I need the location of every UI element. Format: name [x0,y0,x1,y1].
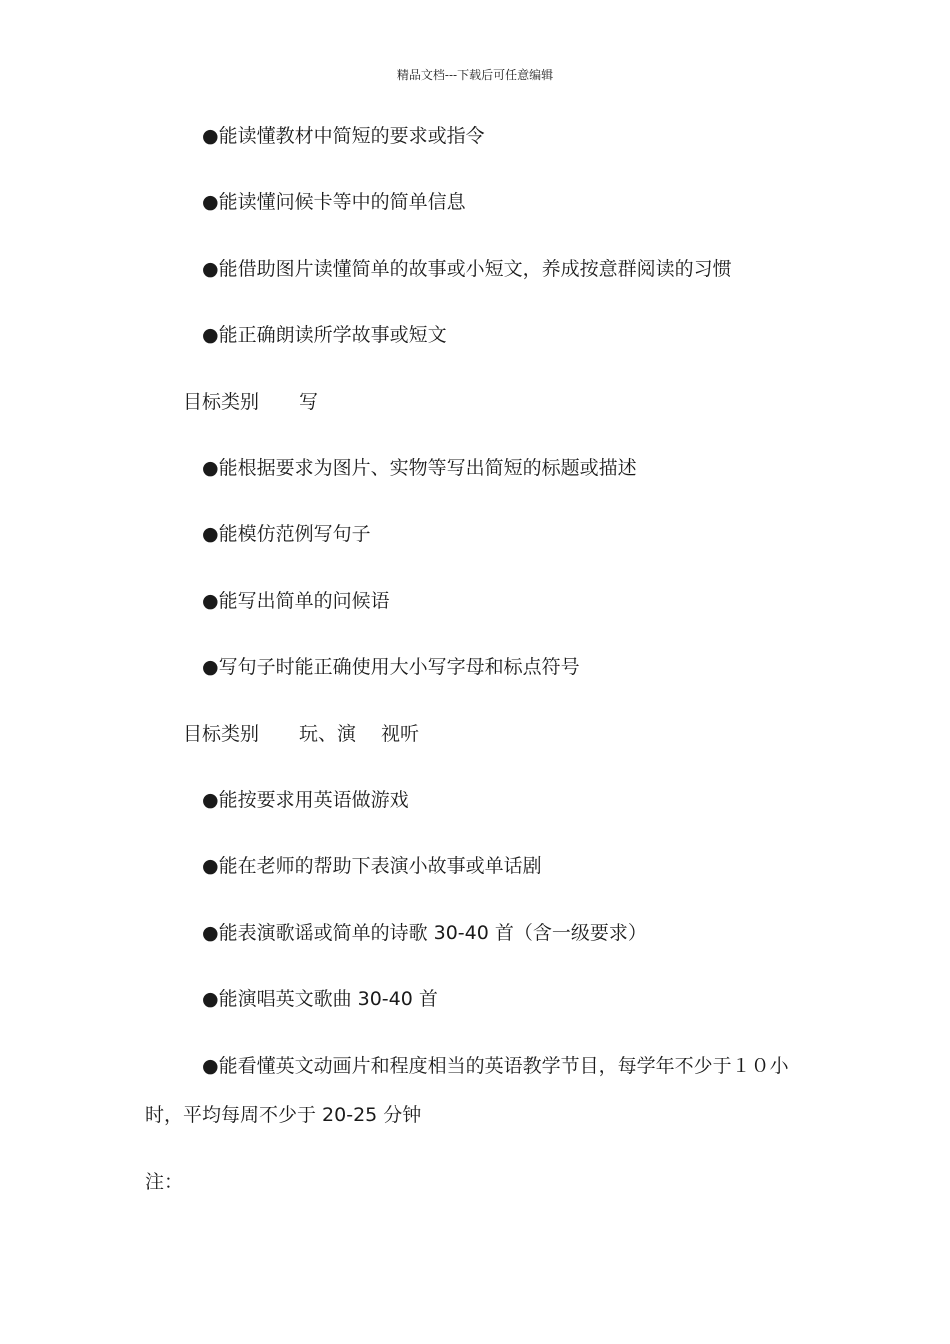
category-value: 玩、演 [299,723,357,745]
play-item: ●能演唱英文歌曲 30-40 首 [202,988,438,1010]
play-item: ●能按要求用英语做游戏 [202,789,409,811]
read-item: ●能借助图片读懂简单的故事或小短文，养成按意群阅读的习惯 [202,258,732,280]
write-item: ●写句子时能正确使用大小写字母和标点符号 [202,656,580,678]
read-item: ●能读懂问候卡等中的简单信息 [202,191,466,213]
category-value-2: 视听 [381,723,420,745]
read-item: ●能正确朗读所学故事或短文 [202,324,447,346]
play-item: ●能在老师的帮助下表演小故事或单话剧 [202,855,542,877]
play-item: ●能表演歌谣或简单的诗歌 30-40 首（含一级要求） [202,922,647,944]
category-label: 目标类别 [183,391,260,413]
category-row-play [183,722,419,746]
page-header: 精品文档---下载后可任意编辑 [396,68,554,82]
view-item-line-1: ●能看懂英文动画片和程度相当的英语教学节目，每学年不少于１０小 [202,1055,789,1077]
category-row-write [183,390,318,414]
write-item: ●能模仿范例写句子 [202,523,371,545]
write-item: ●能写出简单的问候语 [202,590,390,612]
note-label: 注： [145,1171,184,1193]
category-label: 目标类别 [183,723,260,745]
write-item: ●能根据要求为图片、实物等写出简短的标题或描述 [202,457,637,479]
view-item-line-2: 时，平均每周不少于 20-25 分钟 [145,1104,422,1126]
category-value: 写 [299,391,319,413]
read-item: ●能读懂教材中简短的要求或指令 [202,125,485,147]
